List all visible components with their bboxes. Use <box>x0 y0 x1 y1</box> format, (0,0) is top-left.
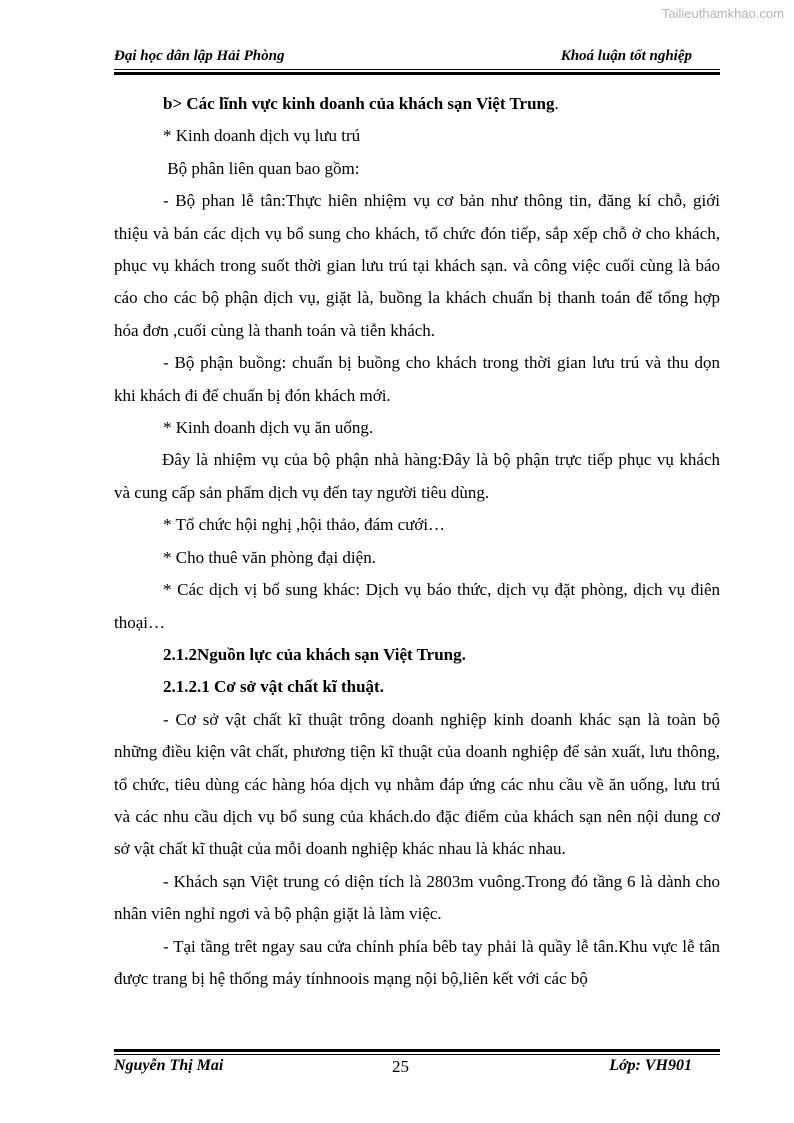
page-number: 25 <box>392 1057 409 1076</box>
paragraph-reception: - Bộ phan lễ tân:Thực hiên nhiệm vụ cơ bản như thông tin, đăng kí chỗ, giới thiệu và bán các dịch vụ bổ sung cho khách, tổ chức đón tiếp, sắp xếp chỗ ở cho khách, phục vụ khách trong suốt thời gian lưu trú tại khách sạn. và công việc cuối cùng là báo cáo cho các bộ phận dịch vụ, giặt là, buồng la khách chuẩn bị thanh toán để tổng hợp hóa đơn ,cuối cùng là thanh toán và tiễn khách. <box>114 191 720 340</box>
footer-rule-thick <box>114 1049 720 1052</box>
paragraph-extra-services: * Các dịch vị bổ sung khác: Dịch vụ báo thức, dịch vụ đặt phòng, dịch vụ điên thoại… <box>114 580 720 632</box>
running-footer <box>114 1057 720 1079</box>
header-university: Đại học dân lập Hải Phòng <box>114 48 285 64</box>
paragraph-hotel-area: - Khách sạn Việt trung có diện tích là 2803m vuông.Trong đó tầng 6 là dành cho nhân viên nghỉ ngơi và bộ phận giặt là làm việc. <box>114 871 720 924</box>
section-heading-business-areas <box>114 88 720 120</box>
footer-rule-thin <box>114 1054 720 1055</box>
paragraph-ground-floor: - Tại tầng trêt ngay sau cửa chính phía bêb tay phải là quầy lễ tân.Khu vực lễ tân được trang bị hệ thống máy tínhnoois mạng nội bộ,liên kết với các bộ <box>114 936 720 988</box>
paragraph-facilities-definition: - Cơ sở vật chất kĩ thuật trông doanh nghiệp kinh doanh khác sạn là toàn bộ những điều kiện vât chất, phương tiện kĩ thuật của doanh nghiệp để sản xuất, lưu thông, tổ chức, tiêu dùng các hàng hóa dịch vụ nhằm đáp ứng các nhu cầu về ăn uống, lưu trú và các nhu cầu dịch vụ bổ sung của khách.do đặc điểm của khách sạn nên nội dung cơ sở vật chất kĩ thuật của mỗi doanh nghiệp khác nhau là khác nhau. <box>114 709 720 859</box>
paragraph-departments-intro: Bộ phân liên quan bao gồm: <box>163 158 360 178</box>
footer-author: Nguyễn Thị Mai <box>114 1057 224 1074</box>
watermark: Tailieuthamkhao.com <box>661 6 784 21</box>
paragraph-restaurant: Đây là nhiệm vụ của bộ phận nhà hàng:Đây là bộ phận trực tiếp phục vụ khách và cung cấp sản phẩm dịch vụ đến tay người tiêu dùng. <box>114 450 720 502</box>
paragraph-accommodation: * Kinh doanh dịch vụ lưu trú <box>163 126 361 146</box>
paragraph-housekeeping: - Bộ phận buồng: chuẩn bị buồng cho khách trong thời gian lưu trú và thu dọn khi khách đi để chuẩn bị đón khách mới. <box>114 353 720 405</box>
paragraph-events: * Tổ chức hội nghị ,hội thảo, đám cưới… <box>163 515 446 535</box>
footer-class: Lớp: VH901 <box>609 1057 692 1074</box>
header-rule-thin <box>114 69 720 70</box>
section-heading-period: . <box>554 94 559 113</box>
header-rule-thick <box>114 72 720 75</box>
subsubsection-heading-facilities: 2.1.2.1 Cơ sở vật chất kĩ thuật. <box>163 677 384 697</box>
section-heading-text: b> Các lĩnh vực kinh doanh của khách sạn Việt Trung <box>163 94 555 113</box>
subsection-heading-resources: 2.1.2Nguồn lực của khách sạn Việt Trung. <box>163 644 466 664</box>
header-document-type: Khoá luận tốt nghiệp <box>560 48 692 64</box>
paragraph-food-service: * Kinh doanh dịch vụ ăn uống. <box>163 418 374 438</box>
running-header <box>114 48 720 68</box>
page-body <box>114 88 720 995</box>
paragraph-office-rental: * Cho thuê văn phòng đại diện. <box>163 547 376 567</box>
